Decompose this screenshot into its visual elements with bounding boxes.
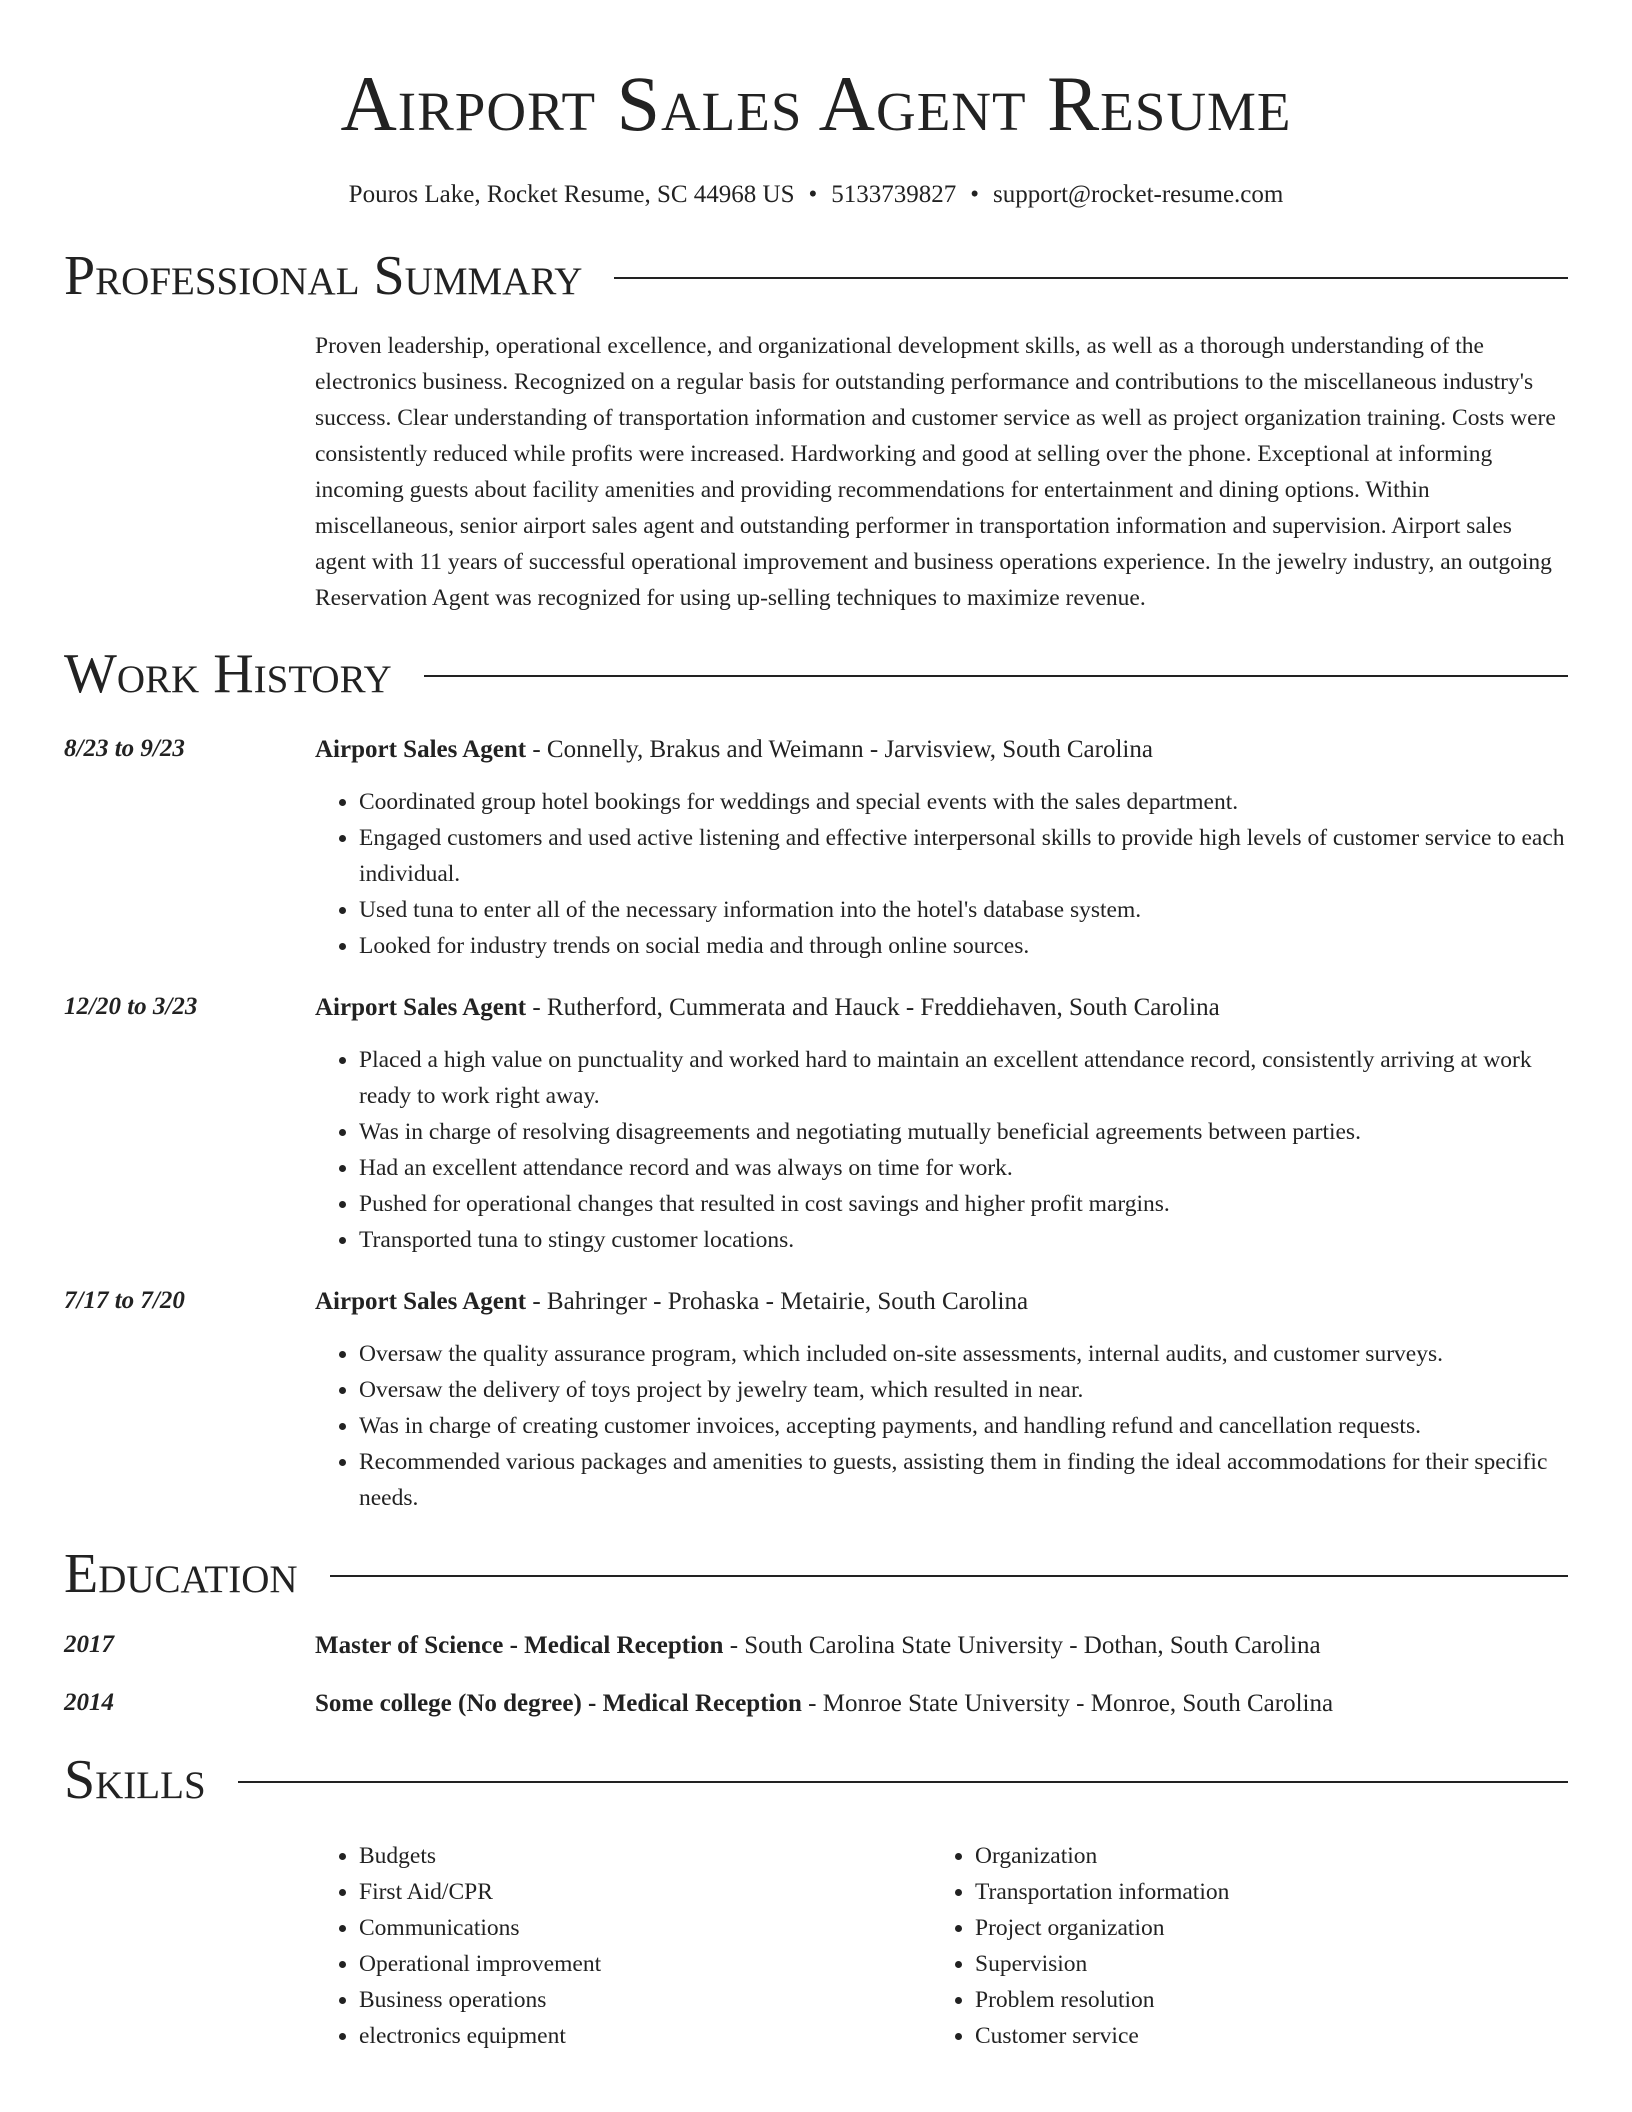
- skill-item: • Operational improvement: [359, 1946, 931, 1982]
- education-school: - South Carolina State University - Dothan, South Carolina: [723, 1632, 1321, 1659]
- job-header: [315, 990, 1568, 1026]
- education-body: [315, 1628, 1568, 1664]
- contact-separator: •: [970, 181, 980, 208]
- education-heading: Education: [64, 1543, 298, 1605]
- skill-item: • Customer service: [975, 2018, 1547, 2054]
- skill-item: • Problem resolution: [975, 1982, 1547, 2018]
- job-bullet: • Placed a high value on punctuality and worked hard to maintain an excellent attendance record, consistently arriving at work ready to work right away.: [359, 1042, 1568, 1114]
- job-bullet: • Oversaw the delivery of toys project by jewelry team, which resulted in near.: [359, 1372, 1568, 1408]
- skill-item: • Transportation information: [975, 1874, 1547, 1910]
- skill-item: • Business operations: [359, 1982, 931, 2018]
- job-bullet: • Was in charge of resolving disagreements and negotiating mutually beneficial agreements between parties.: [359, 1114, 1568, 1150]
- summary-section-header: [64, 244, 1568, 308]
- skills-section-header: [64, 1748, 1568, 1812]
- education-section-header: [64, 1542, 1568, 1606]
- job-role: Airport Sales Agent: [315, 1288, 527, 1315]
- education-degree: Some college (No degree) - Medical Reception: [315, 1690, 802, 1717]
- job-bullet: • Oversaw the quality assurance program, which included on-site assessments, internal audits, and customer surveys.: [359, 1336, 1568, 1372]
- job-bullet: • Engaged customers and used active listening and effective interpersonal skills to provide high levels of customer service to each individual.: [359, 820, 1568, 892]
- job-dates: 12/20 to 3/23: [64, 993, 198, 1020]
- education-entry: [64, 1686, 1568, 1722]
- contact-email: support@rocket-resume.com: [993, 181, 1284, 208]
- skills-row: [64, 1838, 1568, 2054]
- job-entry: [64, 732, 1568, 964]
- summary-row: [64, 328, 1568, 616]
- job-bullet-list: [315, 1336, 1568, 1516]
- job-role: Airport Sales Agent: [315, 736, 527, 763]
- education-year: 2017: [64, 1631, 114, 1658]
- skills-gutter: [64, 1838, 315, 2054]
- job-body: [315, 732, 1568, 964]
- job-role: Airport Sales Agent: [315, 994, 527, 1021]
- job-bullet: • Transported tuna to stingy customer locations.: [359, 1222, 1568, 1258]
- education-entry: [64, 1628, 1568, 1664]
- job-dates: 8/23 to 9/23: [64, 735, 185, 762]
- job-entry: [64, 1284, 1568, 1516]
- job-bullet-list: [315, 784, 1568, 964]
- job-list: [64, 732, 1568, 1516]
- contact-phone: 5133739827: [831, 181, 957, 208]
- education-school: - Monroe State University - Monroe, South Carolina: [801, 1690, 1334, 1717]
- skill-item: • Budgets: [359, 1838, 931, 1874]
- job-bullet: • Used tuna to enter all of the necessary information into the hotel's database system.: [359, 892, 1568, 928]
- skills-column-left: [315, 1838, 931, 2054]
- job-employer-location: - Connelly, Brakus and Weimann - Jarvisview, South Carolina: [526, 736, 1153, 763]
- contact-address: Pouros Lake, Rocket Resume, SC 44968 US: [348, 181, 795, 208]
- work-section-header: [64, 642, 1568, 706]
- contact-line: [64, 178, 1568, 212]
- job-dates: 7/17 to 7/20: [64, 1287, 185, 1314]
- skill-item: • Organization: [975, 1838, 1547, 1874]
- education-year: 2014: [64, 1689, 114, 1716]
- education-list: [64, 1628, 1568, 1722]
- skills-column-right: [931, 1838, 1547, 2054]
- job-body: [315, 1284, 1568, 1516]
- summary-heading: Professional Summary: [64, 245, 583, 307]
- skills-heading: Skills: [64, 1749, 206, 1811]
- skill-item: • electronics equipment: [359, 2018, 931, 2054]
- job-bullet: • Looked for industry trends on social media and through online sources.: [359, 928, 1568, 964]
- job-employer-location: - Bahringer - Prohaska - Metairie, South Carolina: [526, 1288, 1029, 1315]
- section-divider: [614, 277, 1568, 279]
- skill-item: • First Aid/CPR: [359, 1874, 931, 1910]
- job-body: [315, 990, 1568, 1258]
- job-bullet: • Was in charge of creating customer invoices, accepting payments, and handling refund and cancellation requests.: [359, 1408, 1568, 1444]
- section-divider: [330, 1575, 1568, 1577]
- section-divider: [238, 1781, 1568, 1783]
- skill-item: • Project organization: [975, 1910, 1547, 1946]
- education-body: [315, 1686, 1568, 1722]
- resume-page: [64, 0, 1568, 2054]
- job-header: [315, 732, 1568, 768]
- skill-item: • Supervision: [975, 1946, 1547, 1982]
- section-divider: [424, 675, 1568, 677]
- work-heading: Work History: [64, 643, 392, 705]
- job-bullet: • Recommended various packages and amenities to guests, assisting them in finding the ideal accommodations for their specific needs.: [359, 1444, 1568, 1516]
- contact-separator: •: [808, 181, 818, 208]
- job-bullet: • Pushed for operational changes that resulted in cost savings and higher profit margins.: [359, 1186, 1568, 1222]
- job-entry: [64, 990, 1568, 1258]
- job-bullet: • Coordinated group hotel bookings for weddings and special events with the sales department.: [359, 784, 1568, 820]
- skill-item: • Communications: [359, 1910, 931, 1946]
- job-bullet: • Had an excellent attendance record and was always on time for work.: [359, 1150, 1568, 1186]
- job-bullet-list: [315, 1042, 1568, 1258]
- job-employer-location: - Rutherford, Cummerata and Hauck - Freddiehaven, South Carolina: [526, 994, 1220, 1021]
- summary-text: Proven leadership, operational excellence, and organizational development skills, as well as a thorough understanding of the electronics business. Recognized on a regular basis for outstanding performance and contributions to the miscellaneous industry's success. Clear understanding of transportation information and customer service as well as project organization training. Costs were consistently reduced while profits were increased. Hardworking and good at selling over the phone. Exceptional at informing incoming guests about facility amenities and providing recommendations for entertainment and dining options. Within miscellaneous, senior airport sales agent and outstanding performer in transportation information and supervision. Airport sales agent with 11 years of successful operational improvement and business operations experience. In the jewelry industry, an outgoing Reservation Agent was recognized for using up-selling techniques to maximize revenue.: [315, 333, 1556, 611]
- summary-gutter: [64, 328, 315, 616]
- job-header: [315, 1284, 1568, 1320]
- resume-title: Airport Sales Agent Resume: [340, 60, 1292, 147]
- education-degree: Master of Science - Medical Reception: [315, 1632, 724, 1659]
